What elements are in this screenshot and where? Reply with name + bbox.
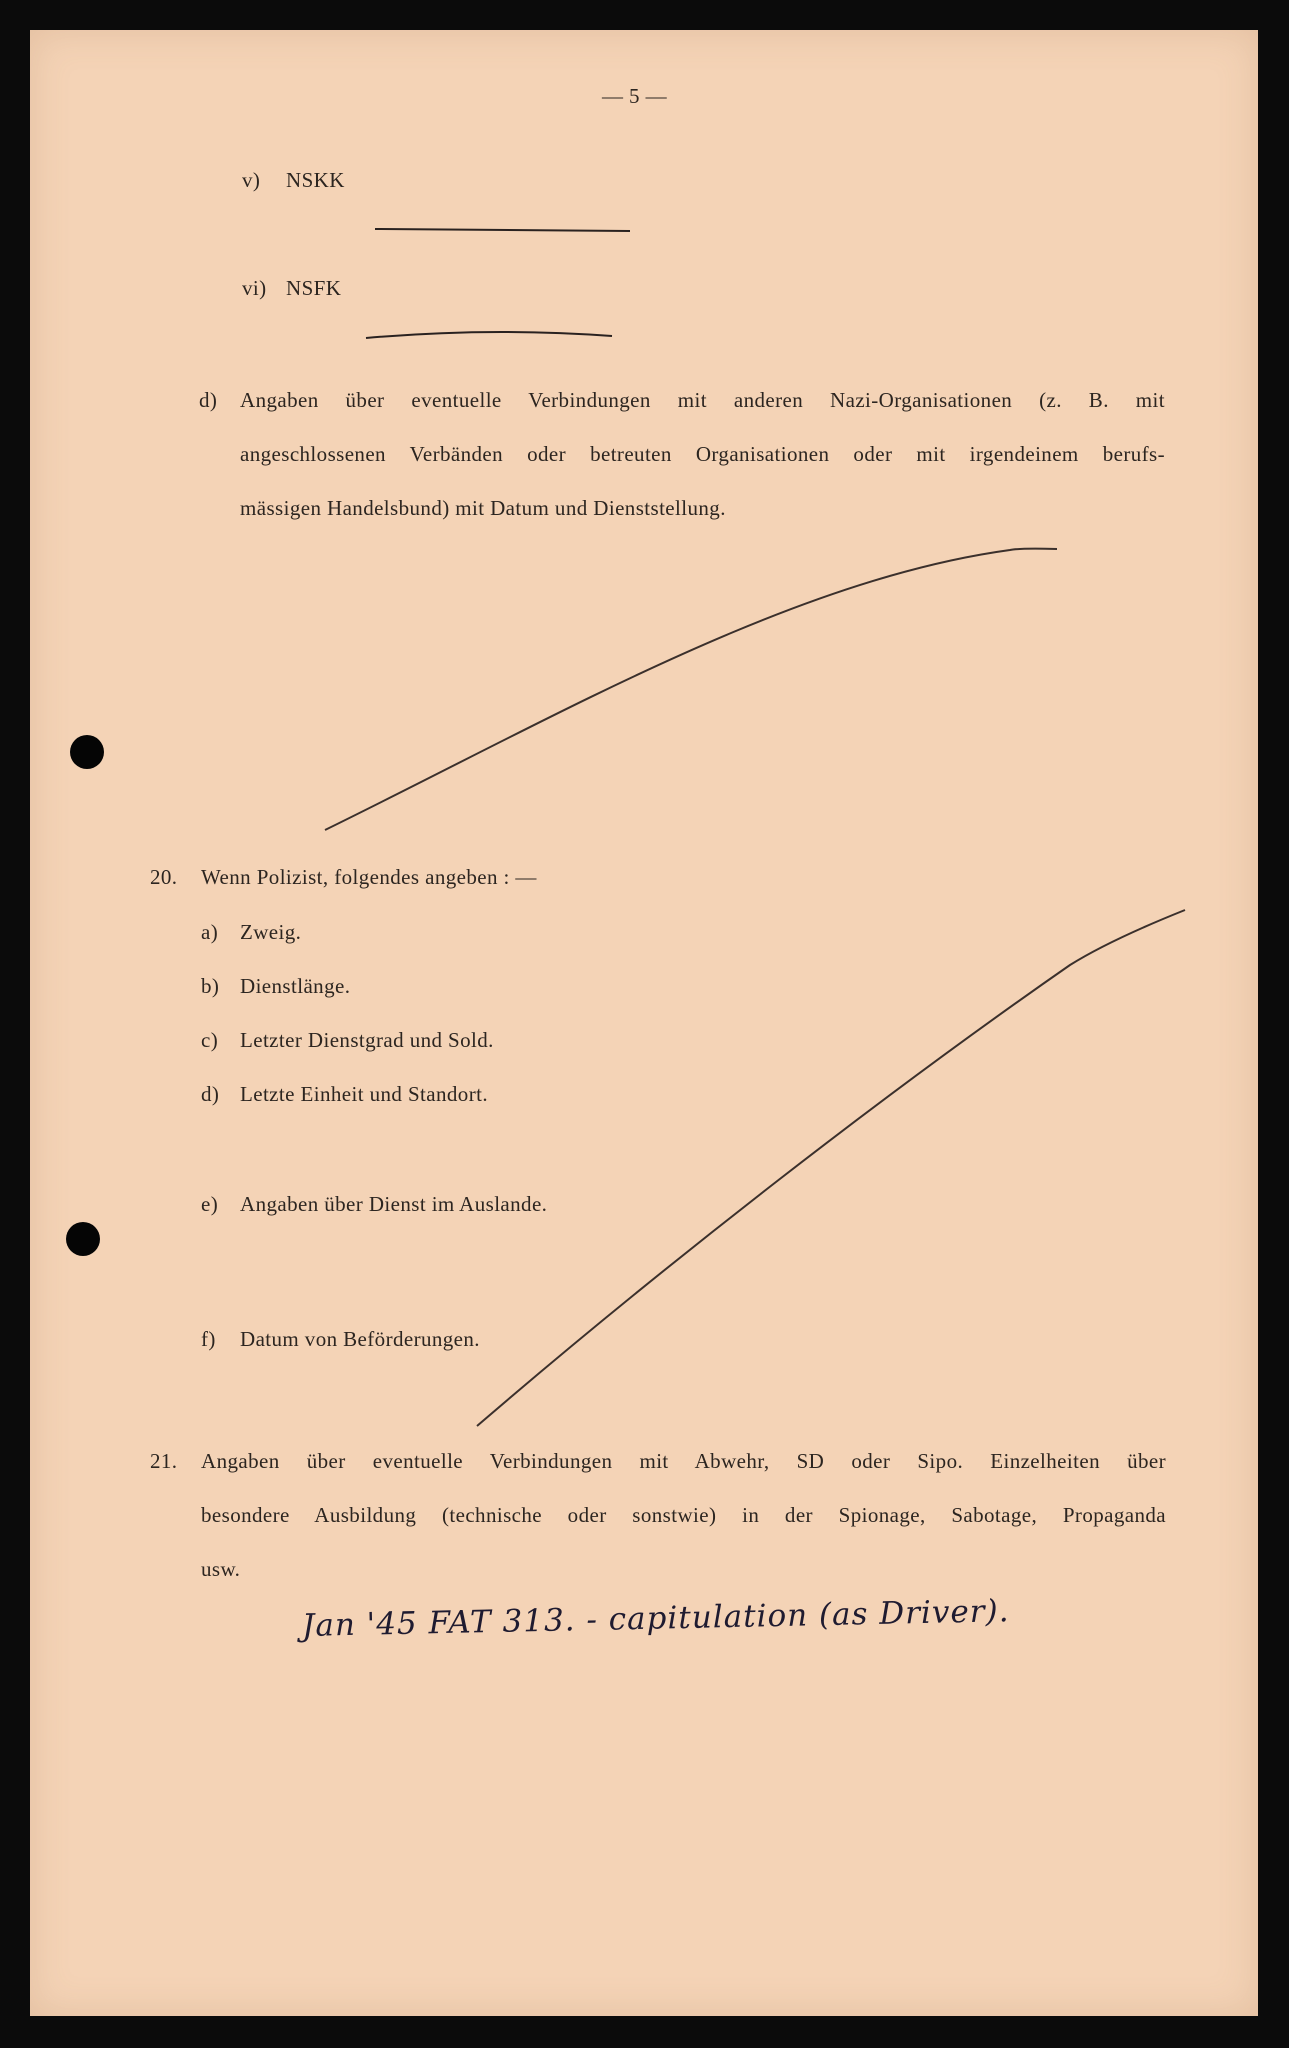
q21-line2: besondere Ausbildung (technische oder sonstwie) in der Spionage, Sabotage, Propaganda <box>201 1503 1166 1527</box>
q20-a-label: a) <box>201 920 219 944</box>
q21-line3: usw. <box>201 1557 241 1581</box>
page-number: — 5 — <box>602 84 667 108</box>
q20-b-label: b) <box>201 974 220 998</box>
document-page <box>30 30 1258 2016</box>
q20-number: 20. <box>150 865 178 889</box>
strike-stroke-d <box>325 549 1057 830</box>
q20-e-label: e) <box>201 1192 219 1216</box>
q20-heading: Wenn Polizist, folgendes angeben : — <box>201 865 537 889</box>
item-d-label: d) <box>199 388 218 412</box>
q20-d-label: d) <box>201 1082 220 1106</box>
nskk-blank-line <box>375 229 630 231</box>
strike-stroke-q20 <box>477 910 1185 1426</box>
item-d-line1: Angaben über eventuelle Verbindungen mit anderen Nazi-Organisationen (z. B. mit <box>240 388 1165 412</box>
q20-f-text: Datum von Beförderungen. <box>240 1327 480 1351</box>
q20-f-label: f) <box>201 1327 216 1351</box>
item-v-label: v) <box>242 168 261 192</box>
item-d-line2: angeschlossenen Verbänden oder betreuten Organisationen oder mit irgendeinem berufs- <box>240 442 1165 466</box>
q20-e-text: Angaben über Dienst im Auslande. <box>240 1192 548 1216</box>
q20-b-text: Dienstlänge. <box>240 974 351 998</box>
item-vi-label: vi) <box>242 276 267 300</box>
q21-number: 21. <box>150 1449 178 1473</box>
item-vi-text: NSFK <box>286 276 342 300</box>
item-v-text: NSKK <box>286 168 345 192</box>
q20-a-text: Zweig. <box>240 920 302 944</box>
item-d-line3: mässigen Handelsbund) mit Datum und Dienststellung. <box>240 496 726 520</box>
q20-c-label: c) <box>201 1028 219 1052</box>
q20-c-text: Letzter Dienstgrad und Sold. <box>240 1028 494 1052</box>
nsfk-blank-line <box>366 332 612 338</box>
q20-d-text: Letzte Einheit und Standort. <box>240 1082 488 1106</box>
handwritten-note: Jan '45 FAT 313. - capitulation (as Driver). <box>301 1593 1010 1644</box>
pen-strike-marks <box>30 30 1258 2016</box>
q21-line1: Angaben über eventuelle Verbindungen mit Abwehr, SD oder Sipo. Einzelheiten über <box>201 1449 1166 1473</box>
